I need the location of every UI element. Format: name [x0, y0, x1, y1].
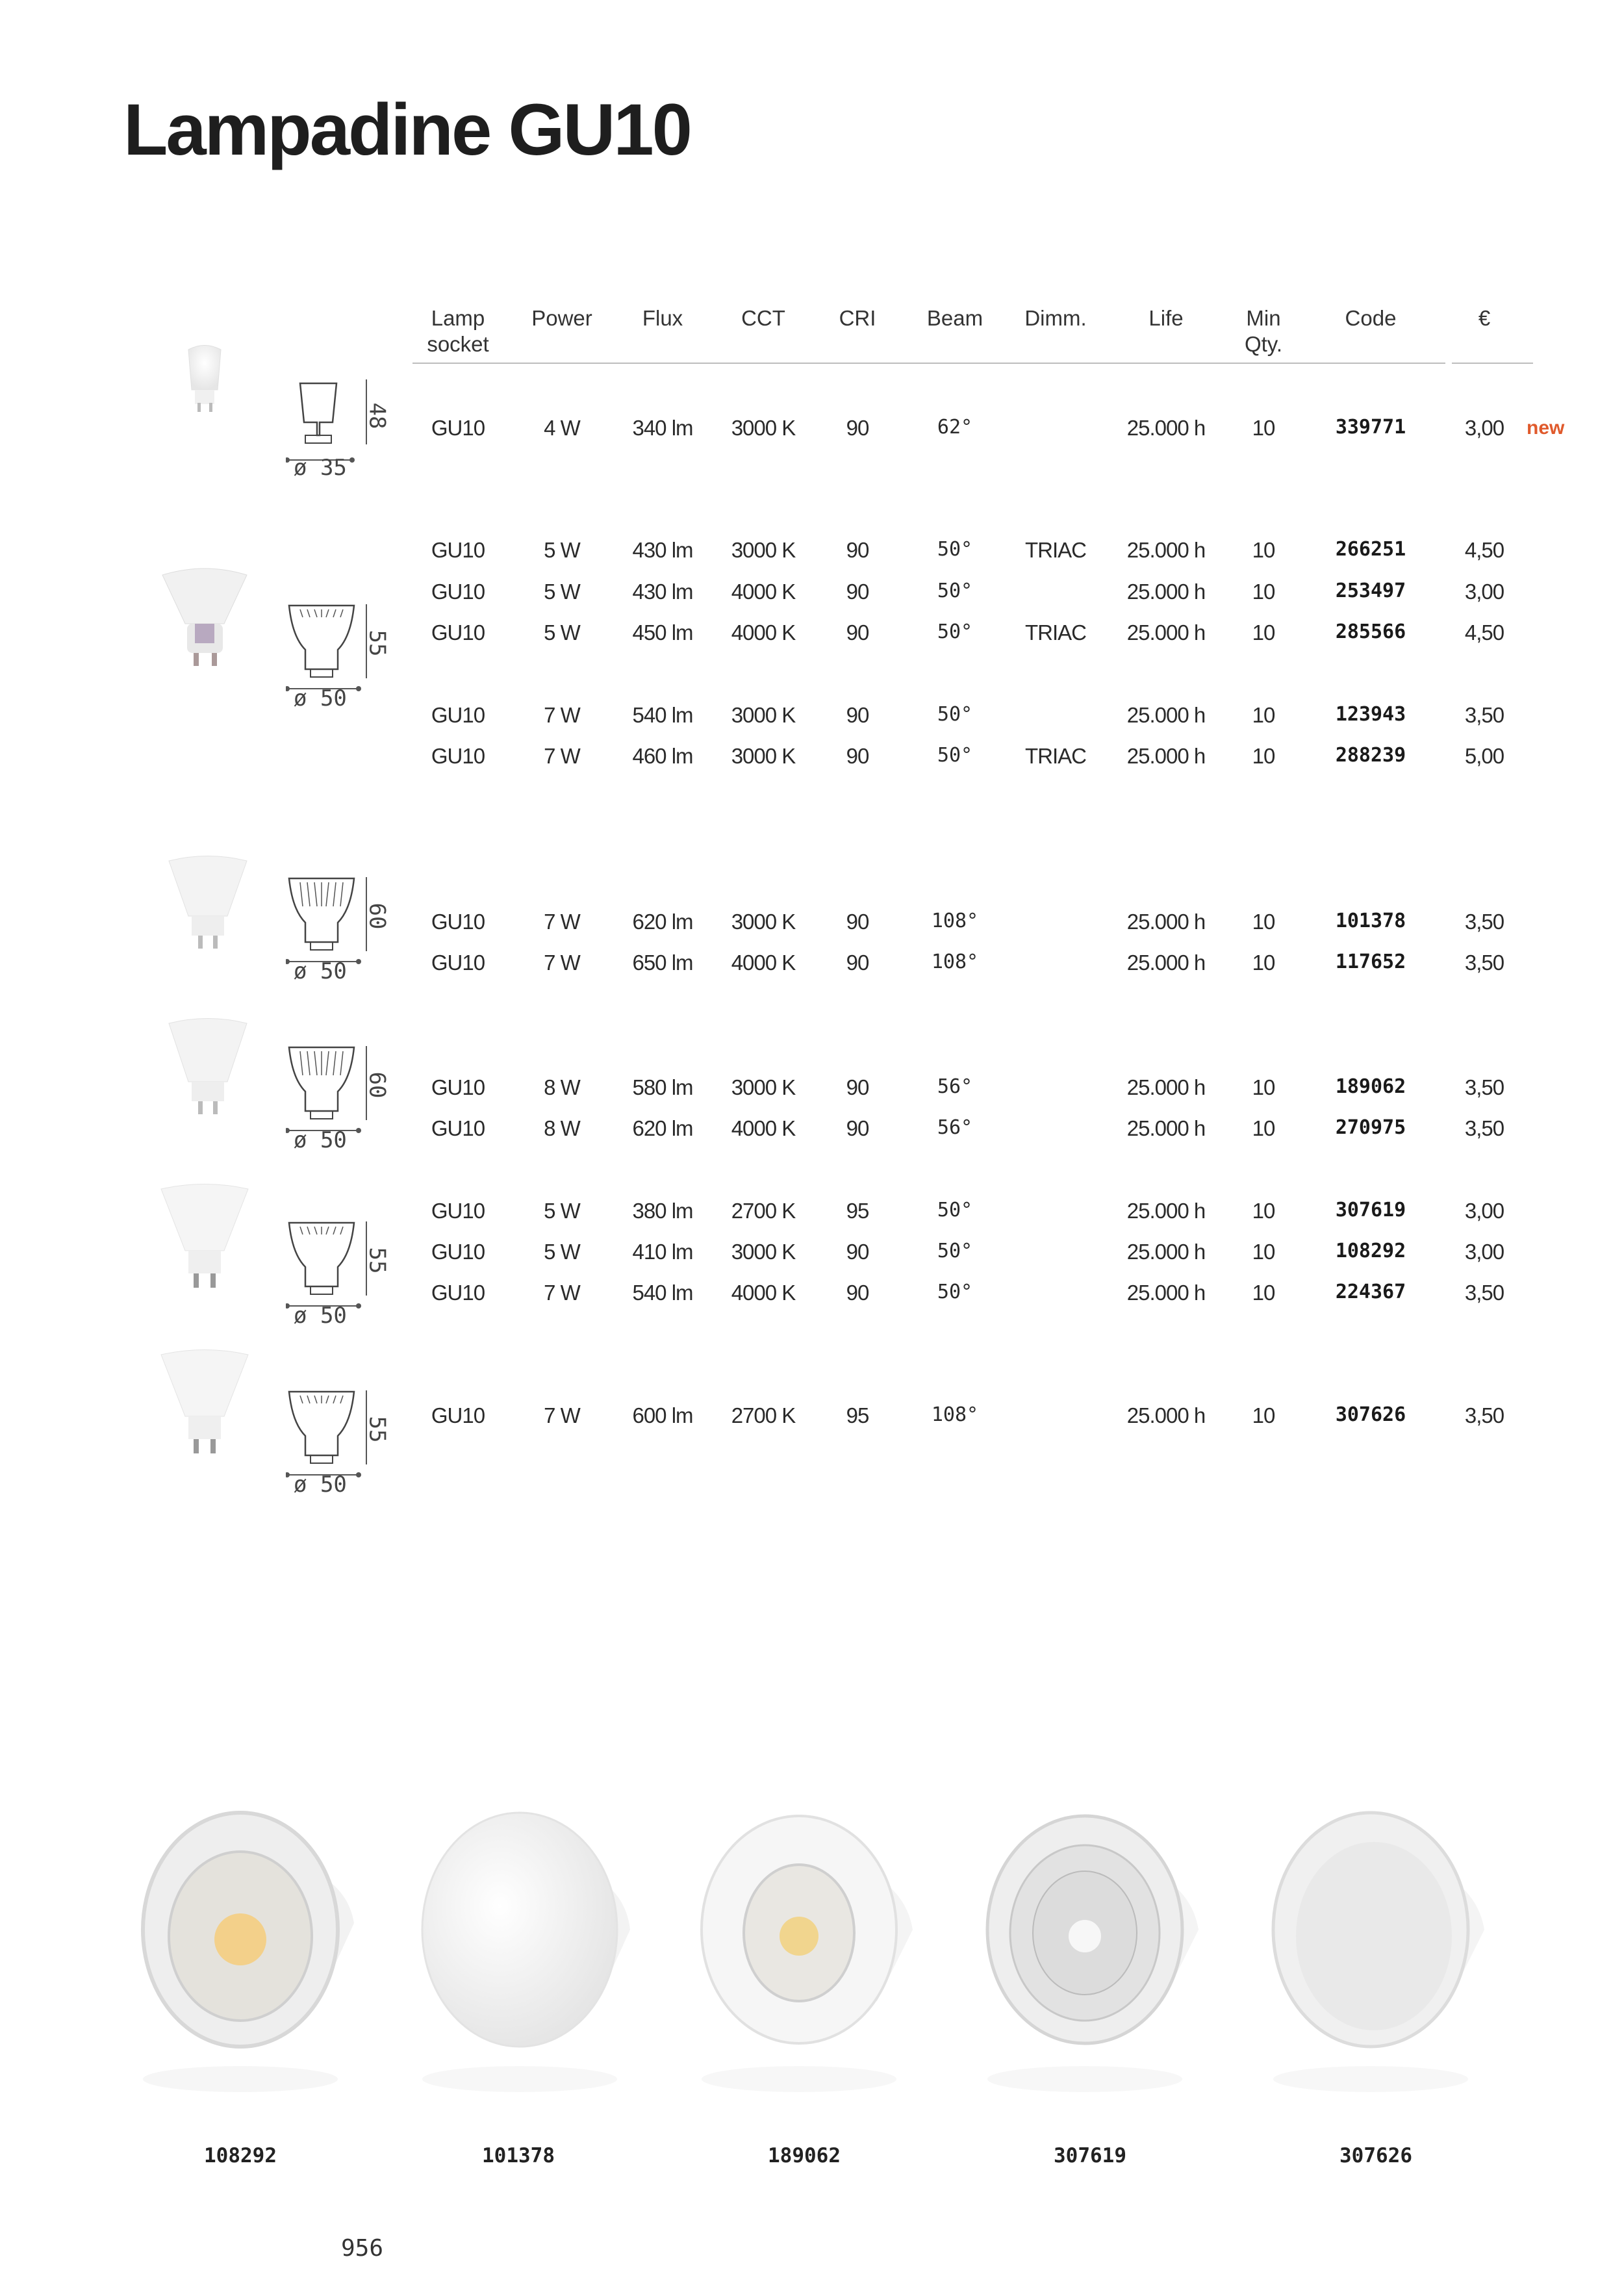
cell-cct: 4000 K [731, 620, 796, 645]
cell-flux: 430 lm [632, 538, 693, 562]
header-cct: CCT [741, 306, 785, 330]
cell-cri: 90 [846, 620, 869, 645]
cell-dimm: TRIAC [1025, 744, 1086, 768]
cell-flux: 380 lm [632, 1199, 693, 1223]
cell-flux: 460 lm [632, 744, 693, 768]
cell-socket: GU10 [431, 620, 485, 645]
cell-cct: 3000 K [731, 703, 796, 727]
page-number: 956 [341, 2235, 384, 2262]
cell-beam: 108° [931, 1403, 979, 1426]
cell-code: 101378 [1335, 910, 1406, 932]
cell-life: 25.000 h [1126, 580, 1206, 604]
cell-price: 3,00 [1464, 580, 1504, 604]
gu10-frosted-bulb-icon [409, 1806, 643, 2105]
cell-cct: 4000 K [731, 580, 796, 604]
cell-socket: GU10 [431, 744, 485, 768]
cell-socket: GU10 [431, 416, 485, 440]
diameter-dimension: ø 50 [294, 958, 347, 984]
cell-minqty: 10 [1252, 1075, 1275, 1099]
cell-socket: GU10 [431, 1075, 485, 1099]
cell-minqty: 10 [1252, 703, 1275, 727]
cell-life: 25.000 h [1126, 744, 1206, 768]
cell-minqty: 10 [1252, 951, 1275, 975]
cell-socket: GU10 [431, 538, 485, 562]
cell-code: 224367 [1335, 1281, 1406, 1303]
height-dimension: 60 [364, 902, 390, 930]
cell-power: 7 W [544, 1281, 580, 1305]
cell-cct: 4000 K [731, 1281, 796, 1305]
diameter-dimension: ø 35 [294, 455, 347, 481]
cell-power: 4 W [544, 416, 580, 440]
cell-cct: 3000 K [731, 416, 796, 440]
cell-power: 5 W [544, 620, 580, 645]
cell-cri: 90 [846, 1281, 869, 1305]
cell-price: 3,50 [1464, 703, 1504, 727]
photo-code-label: 189062 [768, 2144, 841, 2167]
cell-code: 108292 [1335, 1240, 1406, 1262]
cell-socket: GU10 [431, 1116, 485, 1140]
cell-flux: 620 lm [632, 1116, 693, 1140]
cell-price: 3,00 [1464, 416, 1504, 440]
cell-minqty: 10 [1252, 1403, 1275, 1427]
cell-cri: 95 [846, 1403, 869, 1427]
diameter-dimension: ø 50 [294, 1127, 347, 1153]
bulb-thumbnail-2 [156, 565, 253, 682]
cell-power: 7 W [544, 910, 580, 934]
cell-cri: 90 [846, 580, 869, 604]
cell-price: 3,50 [1464, 1075, 1504, 1099]
cell-flux: 450 lm [632, 620, 693, 645]
cell-cri: 90 [846, 951, 869, 975]
cell-flux: 340 lm [632, 416, 693, 440]
cell-power: 7 W [544, 744, 580, 768]
page-title: Lampadine GU10 [123, 89, 691, 170]
cell-code: 123943 [1335, 703, 1406, 726]
cell-beam: 56° [937, 1075, 973, 1098]
cell-beam: 56° [937, 1116, 973, 1139]
cell-power: 5 W [544, 1199, 580, 1223]
cell-beam: 50° [937, 1281, 973, 1303]
cell-cct: 4000 K [731, 951, 796, 975]
cell-beam: 108° [931, 910, 979, 932]
cell-cri: 90 [846, 416, 869, 440]
cell-code: 253497 [1335, 580, 1406, 602]
cell-power: 7 W [544, 703, 580, 727]
cell-price: 3,00 [1464, 1240, 1504, 1264]
cell-life: 25.000 h [1126, 1116, 1206, 1140]
cell-cct: 2700 K [731, 1403, 796, 1427]
cell-flux: 650 lm [632, 951, 693, 975]
cell-power: 5 W [544, 580, 580, 604]
cell-life: 25.000 h [1126, 951, 1206, 975]
cell-minqty: 10 [1252, 416, 1275, 440]
cell-cri: 90 [846, 1240, 869, 1264]
gu10-lens-bulb-icon [689, 1806, 922, 2105]
cell-life: 25.000 h [1126, 1281, 1206, 1305]
cell-flux: 540 lm [632, 703, 693, 727]
height-dimension: 60 [364, 1071, 390, 1099]
diameter-dimension: ø 50 [294, 1472, 347, 1498]
cell-code: 270975 [1335, 1116, 1406, 1139]
cell-power: 5 W [544, 538, 580, 562]
gu10-cob-bulb-icon [130, 1806, 364, 2105]
cell-minqty: 10 [1252, 1240, 1275, 1264]
diameter-dimension: ø 50 [294, 1303, 347, 1329]
bulb-thumbnail-1 [169, 338, 240, 429]
bulb-thumbnail-4 [162, 1014, 253, 1131]
cell-life: 25.000 h [1126, 1240, 1206, 1264]
photo-code-label: 108292 [204, 2144, 277, 2167]
cell-beam: 50° [937, 580, 973, 602]
header-price: € [1478, 306, 1491, 330]
cell-code: 117652 [1335, 951, 1406, 973]
cell-power: 7 W [544, 951, 580, 975]
bulb-thumbnail-6 [156, 1345, 253, 1468]
cell-minqty: 10 [1252, 620, 1275, 645]
cell-code: 266251 [1335, 538, 1406, 561]
cell-cct: 3000 K [731, 910, 796, 934]
cell-life: 25.000 h [1126, 910, 1206, 934]
cell-flux: 580 lm [632, 1075, 693, 1099]
cell-cri: 90 [846, 744, 869, 768]
cell-life: 25.000 h [1126, 1075, 1206, 1099]
cell-code: 307619 [1335, 1199, 1406, 1221]
cell-life: 25.000 h [1126, 703, 1206, 727]
header-qty: Qty. [1244, 332, 1283, 356]
photo-code-label: 307626 [1339, 2144, 1412, 2167]
header-beam: Beam [926, 306, 983, 330]
cell-power: 8 W [544, 1075, 580, 1099]
cell-dimm: TRIAC [1025, 538, 1086, 562]
height-dimension: 55 [364, 1247, 390, 1274]
height-dimension: 55 [364, 630, 390, 657]
cell-cri: 90 [846, 703, 869, 727]
cell-minqty: 10 [1252, 1116, 1275, 1140]
cell-price: 5,00 [1464, 744, 1504, 768]
cell-minqty: 10 [1252, 910, 1275, 934]
height-dimension: 55 [364, 1416, 390, 1443]
cell-minqty: 10 [1252, 1281, 1275, 1305]
cell-cri: 90 [846, 1075, 869, 1099]
header-min-qty [1228, 305, 1299, 357]
cell-socket: GU10 [431, 1403, 485, 1427]
cell-cct: 3000 K [731, 1075, 796, 1099]
cell-flux: 600 lm [632, 1403, 693, 1427]
cell-beam: 50° [937, 744, 973, 767]
cell-cct: 3000 K [731, 1240, 796, 1264]
cell-minqty: 10 [1252, 538, 1275, 562]
cell-cct: 4000 K [731, 1116, 796, 1140]
cell-socket: GU10 [431, 951, 485, 975]
cell-life: 25.000 h [1126, 1403, 1206, 1427]
cell-beam: 50° [937, 620, 973, 643]
header-min: Min [1246, 306, 1281, 330]
header-divider [412, 363, 1445, 364]
cell-socket: GU10 [431, 1281, 485, 1305]
cell-cct: 3000 K [731, 744, 796, 768]
cell-flux: 620 lm [632, 910, 693, 934]
height-dimension: 48 [364, 402, 390, 429]
cell-cct: 3000 K [731, 538, 796, 562]
header-lamp-socket [416, 305, 500, 357]
cell-life: 25.000 h [1126, 620, 1206, 645]
cell-cri: 90 [846, 1116, 869, 1140]
cell-price: 3,50 [1464, 1281, 1504, 1305]
header-lamp: Lamp [431, 306, 485, 330]
cell-price: 4,50 [1464, 620, 1504, 645]
cell-beam: 50° [937, 703, 973, 726]
cell-socket: GU10 [431, 703, 485, 727]
cell-power: 7 W [544, 1403, 580, 1427]
cell-price: 4,50 [1464, 538, 1504, 562]
header-dimm: Dimm. [1024, 306, 1087, 330]
cell-price: 3,00 [1464, 1199, 1504, 1223]
cell-minqty: 10 [1252, 1199, 1275, 1223]
header-flux: Flux [642, 306, 683, 330]
cell-flux: 540 lm [632, 1281, 693, 1305]
gu10-reflector-bulb-icon [974, 1806, 1208, 2105]
cell-beam: 50° [937, 538, 973, 561]
header-socket: socket [427, 332, 489, 356]
cell-beam: 108° [931, 951, 979, 973]
cell-minqty: 10 [1252, 580, 1275, 604]
cell-cri: 90 [846, 538, 869, 562]
photo-code-label: 101378 [482, 2144, 555, 2167]
cell-code: 189062 [1335, 1075, 1406, 1098]
diameter-dimension: ø 50 [294, 685, 347, 711]
cell-code: 339771 [1335, 416, 1406, 439]
cell-socket: GU10 [431, 910, 485, 934]
cell-cri: 95 [846, 1199, 869, 1223]
cell-power: 8 W [544, 1116, 580, 1140]
cell-price: 3,50 [1464, 951, 1504, 975]
new-badge: new [1527, 417, 1565, 439]
cell-life: 25.000 h [1126, 1199, 1206, 1223]
header-code: Code [1345, 306, 1397, 330]
cell-dimm: TRIAC [1025, 620, 1086, 645]
cell-socket: GU10 [431, 1240, 485, 1264]
bulb-thumbnail-5 [156, 1179, 253, 1303]
cell-code: 288239 [1335, 744, 1406, 767]
cell-cri: 90 [846, 910, 869, 934]
cell-price: 3,50 [1464, 910, 1504, 934]
cell-beam: 50° [937, 1199, 973, 1221]
bulb-thumbnail-3 [162, 851, 253, 962]
header-life: Life [1148, 306, 1184, 330]
cell-price: 3,50 [1464, 1403, 1504, 1427]
cell-code: 307626 [1335, 1403, 1406, 1426]
header-power: Power [531, 306, 592, 330]
cell-minqty: 10 [1252, 744, 1275, 768]
cell-socket: GU10 [431, 1199, 485, 1223]
cell-beam: 50° [937, 1240, 973, 1262]
cell-price: 3,50 [1464, 1116, 1504, 1140]
header-cri: CRI [839, 306, 876, 330]
cell-beam: 62° [937, 416, 973, 439]
cell-life: 25.000 h [1126, 416, 1206, 440]
cell-flux: 430 lm [632, 580, 693, 604]
header-divider-price [1452, 363, 1533, 364]
cell-flux: 410 lm [632, 1240, 693, 1264]
gu10-opal-bulb-icon [1260, 1806, 1494, 2105]
cell-cct: 2700 K [731, 1199, 796, 1223]
photo-code-label: 307619 [1054, 2144, 1126, 2167]
cell-power: 5 W [544, 1240, 580, 1264]
cell-life: 25.000 h [1126, 538, 1206, 562]
cell-socket: GU10 [431, 580, 485, 604]
cell-code: 285566 [1335, 620, 1406, 643]
